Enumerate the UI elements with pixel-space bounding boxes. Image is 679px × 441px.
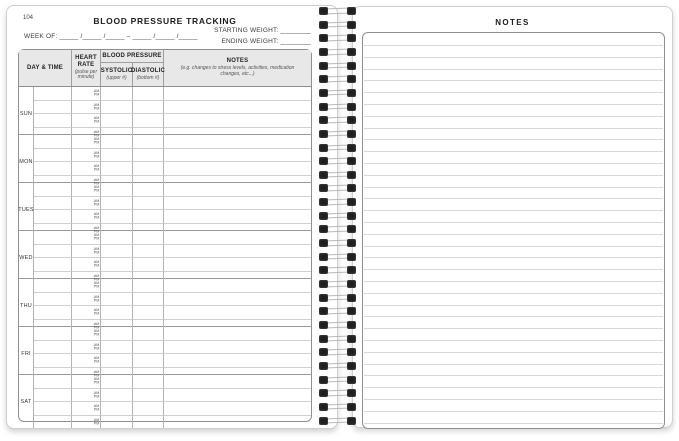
notes-entry-cell [164, 279, 311, 293]
day-block [18, 183, 311, 234]
diastolic-entry-cell [133, 231, 164, 245]
systolic-entry-cell [101, 183, 133, 197]
heart-rate-entry-cell [72, 341, 101, 355]
am-label: AM [93, 246, 100, 251]
am-pm-marker [94, 233, 100, 241]
page-number: 104 [23, 15, 34, 21]
am-label: AM [93, 281, 100, 286]
notes-entry-cell [164, 210, 311, 224]
systolic-entry-cell [101, 416, 133, 429]
pm-label: PM [93, 134, 100, 138]
diastolic-entry-cell [133, 327, 164, 341]
am-label: AM [93, 370, 100, 374]
systolic-entry-cell [101, 210, 133, 224]
time-entry-cell [34, 135, 72, 149]
am-label: AM [93, 89, 100, 94]
time-entry-cell [34, 375, 72, 389]
diastolic-entry-cell [133, 162, 164, 176]
am-pm-marker [94, 281, 100, 289]
heart-rate-entry-cell [72, 416, 101, 429]
systolic-entry-cell [101, 389, 133, 403]
time-entry-cell [34, 183, 72, 197]
day-block [19, 279, 311, 330]
heart-rate-entry-cell [72, 402, 101, 416]
am-label: AM [93, 212, 100, 217]
notes-page-title: NOTES [495, 18, 530, 27]
am-label: AM [93, 164, 100, 169]
diastolic-entry-cell [133, 279, 164, 293]
heart-rate-entry-cell [72, 231, 101, 245]
diastolic-entry-cell [133, 306, 164, 320]
right-page [352, 6, 673, 428]
ruled-line [364, 293, 663, 294]
ruled-line [364, 198, 663, 199]
diastolic-entry-cell [133, 293, 164, 307]
am-label: AM [93, 342, 100, 347]
heart-rate-entry-cell [72, 114, 101, 128]
day-label: SAT [19, 375, 34, 428]
weight-fields [214, 27, 311, 49]
ruled-line [364, 80, 663, 81]
systolic-entry-cell [101, 245, 133, 259]
heart-rate-entry-cell [72, 279, 101, 293]
time-entry-cell [34, 416, 72, 429]
ruled-line [364, 128, 663, 129]
diastolic-entry-cell [133, 149, 164, 163]
pm-label: PM [93, 168, 100, 173]
notes-entry-cell [164, 327, 311, 341]
ruled-line [364, 222, 663, 223]
heart-rate-entry-cell [72, 327, 101, 341]
am-pm-marker [94, 309, 100, 317]
diastolic-entry-cell [133, 101, 164, 115]
week-of-field [24, 33, 198, 40]
pm-label: PM [93, 216, 100, 221]
pm-label: PM [93, 326, 100, 330]
time-entry-cell [34, 293, 72, 307]
am-pm-marker [94, 261, 100, 269]
table-header [19, 50, 311, 87]
notes-entry-cell [164, 258, 311, 272]
page-title: BLOOD PRESSURE TRACKING [93, 16, 237, 26]
time-entry-cell [34, 341, 72, 355]
ruled-line [364, 246, 663, 247]
notes-entry-cell [164, 114, 311, 128]
am-pm-marker [94, 103, 100, 111]
day-label: SUN [19, 87, 34, 140]
time-entry-cell [34, 279, 72, 293]
heart-rate-entry-cell [72, 258, 101, 272]
am-label: AM [93, 390, 100, 395]
pm-label: PM [93, 298, 100, 303]
time-entry-cell [34, 402, 72, 416]
pm-label: PM [93, 141, 100, 146]
systolic-entry-cell [101, 231, 133, 245]
am-label: AM [93, 137, 100, 142]
ending-weight-label: ENDING WEIGHT: [221, 38, 279, 45]
diastolic-entry-cell [133, 114, 164, 128]
heart-rate-entry-cell [72, 162, 101, 176]
am-pm-marker [94, 137, 100, 145]
am-label: AM [93, 130, 100, 134]
notes-entry-cell [164, 354, 311, 368]
time-entry-cell [34, 231, 72, 245]
time-entry-cell [34, 149, 72, 163]
ruled-line [364, 175, 663, 176]
pm-label: PM [93, 93, 100, 98]
am-pm-marker [94, 199, 100, 207]
am-pm-marker [94, 185, 100, 193]
pm-label: PM [93, 106, 100, 111]
ruled-line [364, 45, 663, 46]
pm-label: PM [93, 250, 100, 255]
pm-label: PM [93, 230, 100, 234]
am-pm-marker [94, 117, 100, 125]
week-of-label: WEEK OF: [24, 33, 58, 40]
pm-label: PM [93, 182, 100, 186]
pm-label: PM [93, 422, 100, 426]
pm-label: PM [93, 394, 100, 399]
ruled-line [364, 104, 663, 105]
ruled-line [364, 352, 663, 353]
notes-entry-cell [164, 197, 311, 211]
day-block [19, 231, 311, 282]
systolic-entry-cell [101, 402, 133, 416]
am-pm-marker [94, 329, 100, 337]
ruled-line [364, 69, 663, 70]
am-label: AM [93, 178, 100, 182]
heart-rate-entry-cell [72, 87, 101, 101]
pm-label: PM [93, 237, 100, 242]
ruled-line [364, 375, 663, 376]
time-entry-cell [34, 101, 72, 115]
ruled-line [364, 399, 663, 400]
am-label: AM [93, 150, 100, 155]
time-entry-cell [34, 197, 72, 211]
am-pm-marker [94, 165, 100, 173]
ruled-line [364, 364, 663, 365]
systolic-entry-cell [101, 293, 133, 307]
day-label: TUES [19, 183, 34, 236]
am-pm-marker [94, 151, 100, 159]
day-label: MON [19, 135, 34, 188]
notes-entry-cell [164, 375, 311, 389]
pm-label: PM [93, 278, 100, 282]
pm-label: PM [93, 154, 100, 159]
col-header-systolic: SYSTOLIC (upper #) [101, 63, 133, 86]
ruled-line [364, 269, 663, 270]
systolic-entry-cell [101, 135, 133, 149]
am-pm-marker [94, 391, 100, 399]
day-block [19, 87, 311, 138]
am-label: AM [93, 198, 100, 203]
time-entry-cell [34, 87, 72, 101]
time-entry-cell [34, 389, 72, 403]
pm-label: PM [93, 360, 100, 365]
am-label: AM [93, 260, 100, 265]
starting-weight-label: STARTING WEIGHT: [214, 27, 279, 34]
ruled-line [364, 234, 663, 235]
heart-rate-entry-cell [72, 183, 101, 197]
ruled-line [364, 151, 663, 152]
pm-label: PM [93, 408, 100, 413]
blood-pressure-table [18, 49, 312, 426]
systolic-entry-cell [101, 306, 133, 320]
pm-label: PM [93, 381, 100, 386]
notes-entry-cell [164, 402, 311, 416]
diastolic-entry-cell [133, 183, 164, 197]
diastolic-entry-cell [133, 258, 164, 272]
pm-label: PM [93, 374, 100, 378]
ruled-line [364, 387, 663, 388]
heart-rate-entry-cell [72, 135, 101, 149]
heart-rate-entry-cell [72, 293, 101, 307]
time-entry-cell [34, 354, 72, 368]
am-label: AM [93, 294, 100, 299]
ruled-line [364, 92, 663, 93]
am-label: AM [93, 308, 100, 313]
am-label: AM [93, 102, 100, 107]
col-header-notes: NOTES (e.g. changes to stress levels, activities, medication changes, etc...) [180, 58, 295, 77]
ruled-line [364, 340, 663, 341]
am-label: AM [93, 329, 100, 334]
ruled-line [364, 139, 663, 140]
notes-entry-cell [164, 231, 311, 245]
notes-entry-cell [164, 101, 311, 115]
time-entry-cell [34, 306, 72, 320]
systolic-entry-cell [101, 354, 133, 368]
ruled-line [364, 116, 663, 117]
am-pm-marker [94, 89, 100, 97]
am-label: AM [93, 356, 100, 361]
pm-label: PM [93, 264, 100, 269]
heart-rate-entry-cell [72, 354, 101, 368]
notes-entry-cell [164, 416, 311, 429]
diastolic-entry-cell [133, 375, 164, 389]
starting-weight-field [214, 27, 311, 34]
systolic-entry-cell [101, 375, 133, 389]
time-entry-cell [34, 258, 72, 272]
col-header-day-time: DAY & TIME [19, 50, 72, 86]
pm-label: PM [93, 189, 100, 194]
heart-rate-entry-cell [72, 101, 101, 115]
notes-entry-cell [164, 341, 311, 355]
notes-entry-cell [164, 135, 311, 149]
diastolic-entry-cell [133, 402, 164, 416]
am-pm-marker [94, 295, 100, 303]
notes-entry-cell [164, 389, 311, 403]
am-pm-marker [94, 357, 100, 365]
systolic-entry-cell [101, 327, 133, 341]
notes-entry-cell [164, 183, 311, 197]
time-entry-cell [34, 114, 72, 128]
am-label: AM [93, 404, 100, 409]
ruled-line [364, 316, 663, 317]
diastolic-entry-cell [133, 210, 164, 224]
am-label: AM [93, 233, 100, 238]
diastolic-entry-cell [133, 87, 164, 101]
systolic-entry-cell [101, 279, 133, 293]
ruled-line [364, 328, 663, 329]
day-block [19, 375, 311, 426]
ruled-line [364, 257, 663, 258]
systolic-entry-cell [101, 114, 133, 128]
diastolic-entry-cell [133, 135, 164, 149]
ending-weight-field [214, 38, 311, 45]
am-pm-marker [94, 343, 100, 351]
systolic-entry-cell [101, 87, 133, 101]
heart-rate-entry-cell [72, 210, 101, 224]
pm-label: PM [93, 202, 100, 207]
am-pm-marker [94, 213, 100, 221]
heart-rate-entry-cell [72, 245, 101, 259]
ruled-line [364, 57, 663, 58]
time-entry-cell [34, 245, 72, 259]
notes-entry-cell [164, 149, 311, 163]
day-block [19, 327, 311, 378]
am-label: AM [93, 185, 100, 190]
am-pm-marker [94, 247, 100, 255]
am-label: AM [93, 116, 100, 121]
systolic-entry-cell [101, 162, 133, 176]
col-header-heart-rate: HEART RATE (pulse per minute) [72, 50, 101, 86]
pm-label: PM [93, 285, 100, 290]
pm-label: PM [93, 346, 100, 351]
ruled-line [364, 423, 663, 424]
heart-rate-entry-cell [72, 306, 101, 320]
diastolic-entry-cell [133, 416, 164, 429]
ruled-line [364, 411, 663, 412]
heart-rate-entry-cell [72, 149, 101, 163]
am-label: AM [93, 226, 100, 230]
heart-rate-entry-cell [72, 375, 101, 389]
starting-weight-blank: ________ [280, 27, 311, 34]
day-block [19, 135, 311, 186]
notes-entry-cell [164, 87, 311, 101]
table-body [18, 87, 311, 426]
notes-entry-cell [164, 293, 311, 307]
systolic-entry-cell [101, 101, 133, 115]
am-label: AM [93, 418, 100, 422]
diastolic-entry-cell [133, 354, 164, 368]
diastolic-entry-cell [133, 197, 164, 211]
col-header-blood-pressure: BLOOD PRESSURE [101, 50, 164, 63]
time-entry-cell [34, 327, 72, 341]
notes-ruled-area [362, 32, 665, 429]
notes-entry-cell [164, 306, 311, 320]
systolic-entry-cell [101, 197, 133, 211]
systolic-entry-cell [101, 149, 133, 163]
day-label: WED [19, 231, 34, 284]
am-label: AM [93, 377, 100, 382]
am-pm-marker [94, 405, 100, 413]
time-entry-cell [34, 210, 72, 224]
am-label: AM [93, 274, 100, 278]
week-of-blanks: _____ /_____ /_____ – _____ /_____ /_____ [59, 33, 198, 40]
ruled-line [364, 187, 663, 188]
col-header-diastolic: DIASTOLIC (bottom #) [133, 63, 164, 86]
day-label: THU [19, 279, 34, 332]
time-entry-cell [34, 162, 72, 176]
notes-entry-cell [164, 245, 311, 259]
day-label: FRI [19, 327, 34, 380]
systolic-entry-cell [101, 258, 133, 272]
heart-rate-entry-cell [72, 197, 101, 211]
pm-label: PM [93, 333, 100, 338]
am-pm-marker [94, 377, 100, 385]
diastolic-entry-cell [133, 245, 164, 259]
pm-label: PM [93, 312, 100, 317]
systolic-entry-cell [101, 341, 133, 355]
diastolic-entry-cell [133, 389, 164, 403]
left-page [6, 5, 338, 429]
diastolic-entry-cell [133, 341, 164, 355]
ending-weight-blank: ________ [280, 38, 311, 45]
ruled-line [364, 305, 663, 306]
heart-rate-entry-cell [72, 389, 101, 403]
am-label: AM [93, 322, 100, 326]
ruled-line [364, 163, 663, 164]
am-pm-marker [94, 418, 100, 426]
ruled-line [364, 281, 663, 282]
ruled-line [364, 210, 663, 211]
pm-label: PM [93, 120, 100, 125]
notes-entry-cell [164, 162, 311, 176]
